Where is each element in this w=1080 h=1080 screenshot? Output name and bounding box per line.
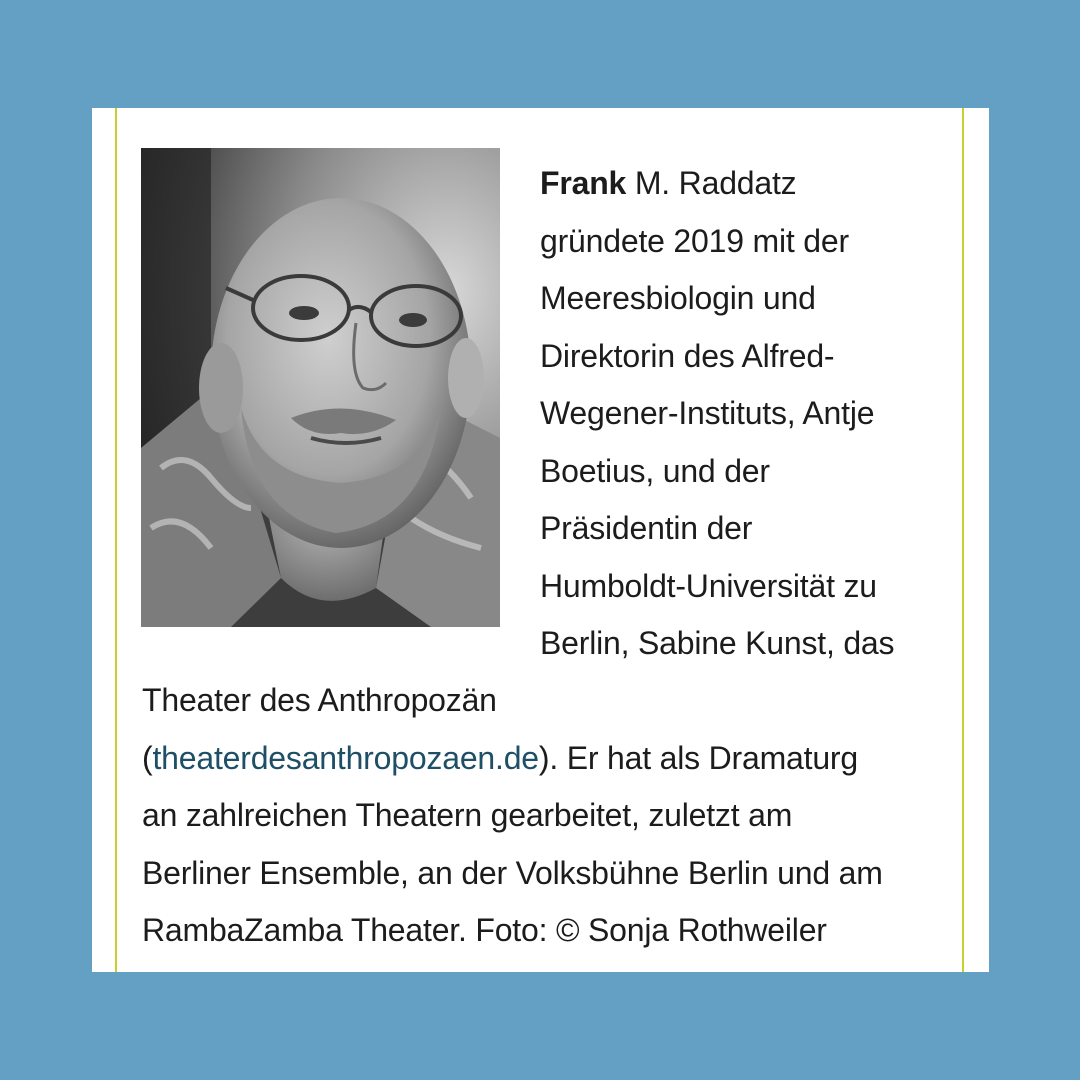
portrait-photo [141,148,500,627]
bio-line: Meeresbiologin und [540,280,816,316]
right-accent-rule [962,108,964,972]
bio-line-ensemble: Berliner Ensemble, an der Volksbühne Berlin und am [142,854,883,891]
bio-line: gründete 2019 mit der [540,222,849,259]
bio-line: Boetius, und der [540,452,770,489]
bio-card [92,108,989,972]
website-link[interactable]: theaterdesanthropozaen.de [152,739,539,776]
bio-name-line [540,155,894,213]
bio-text-beside-photo [540,155,894,673]
bio-line: Humboldt-Universität zu [540,567,877,604]
bio-text-full-width [142,672,883,960]
bio-line-photo-credit: RambaZamba Theater. Foto: © Sonja Rothweiler [142,912,827,948]
bio-line: Berlin, Sabine Kunst, das [540,625,895,661]
left-accent-rule [115,108,117,972]
bio-name-rest: M. Raddatz [626,165,797,201]
bio-line-work: an zahlreichen Theatern gearbeitet, zuletzt am [142,797,793,833]
bio-line-website [142,730,883,788]
bio-line: Präsidentin der [540,510,753,546]
bio-line: Direktorin des Alfred- [540,337,835,374]
paren-open: ( [142,739,153,776]
bio-name-bold: Frank [540,165,627,201]
after-website-text: ). Er hat als Dramaturg [538,739,858,776]
bio-line-theater: Theater des Anthropozän [142,682,497,718]
bio-line: Wegener-Instituts, Antje [540,395,875,431]
